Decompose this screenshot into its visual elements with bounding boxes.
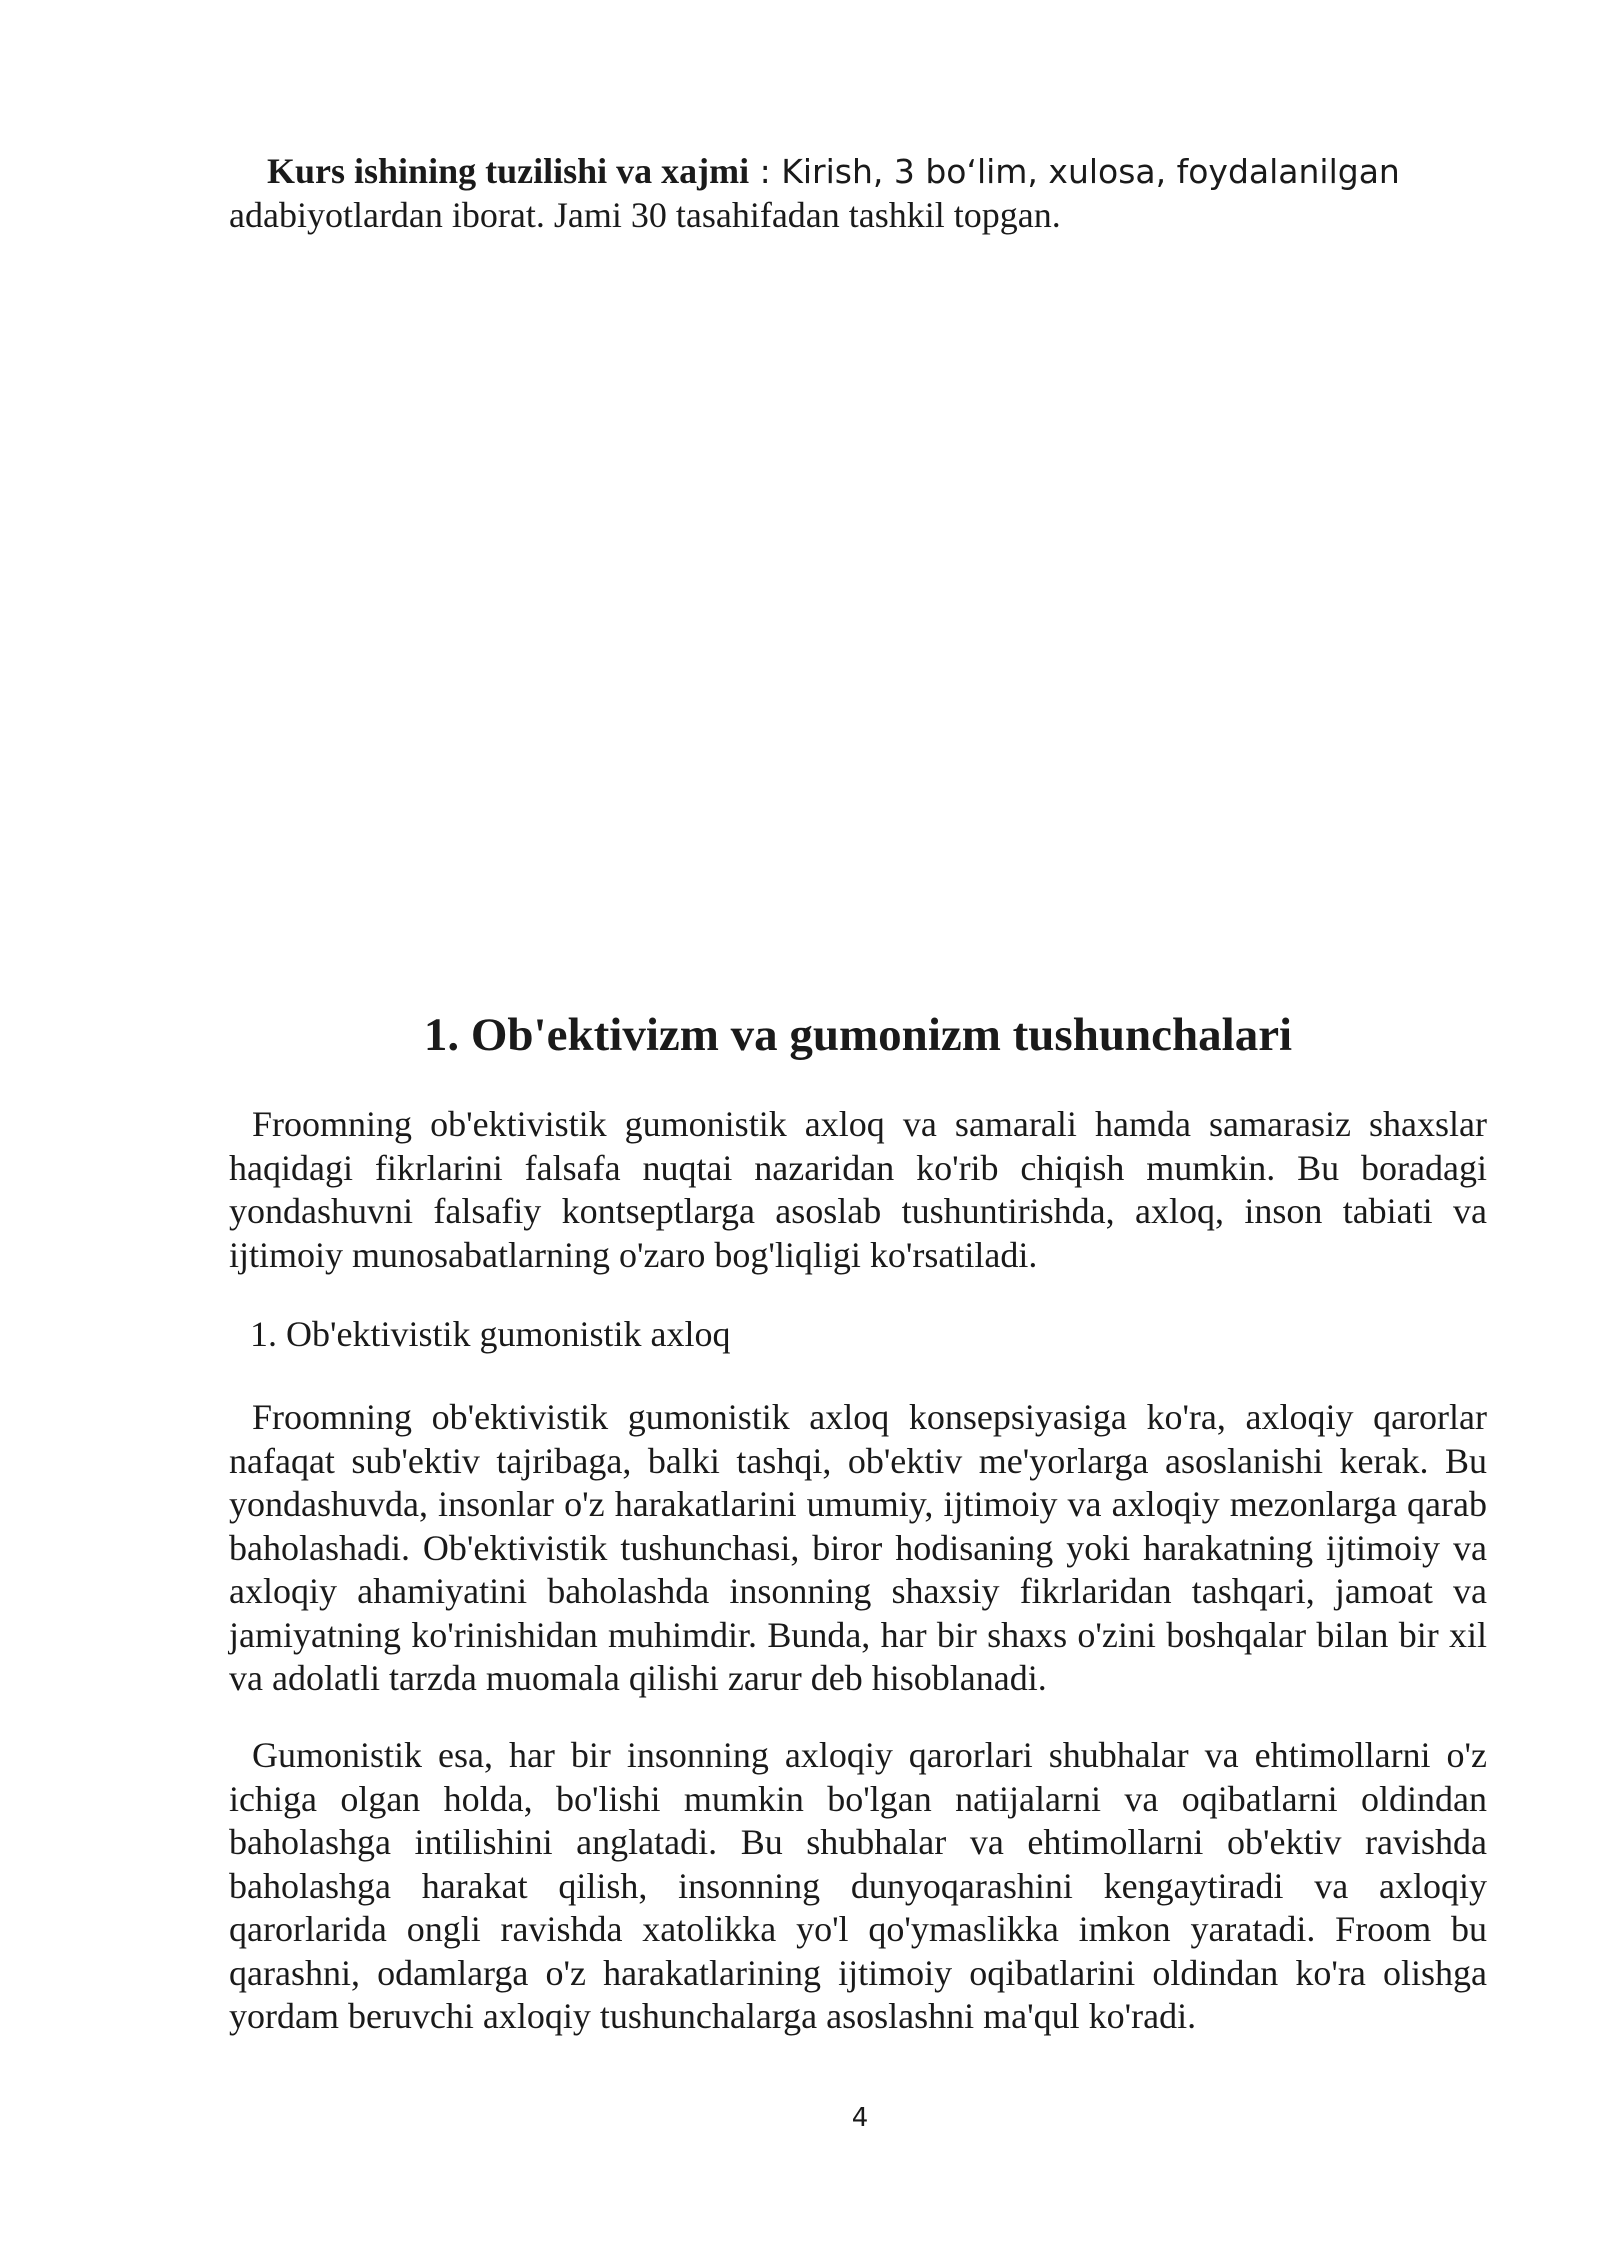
intro-paragraph [229,150,1487,237]
intro-tail: adabiyotlardan iborat. Jami 30 tasahifadan tashkil topgan. [229,194,1061,235]
section-heading: 1. Ob'ektivizm va gumonizm tushunchalari [423,1009,1293,1061]
page-number: 4 [851,2103,869,2133]
intro-rest: : Kirish, 3 bo‘lim, xulosa, foydalanilgan [749,152,1400,191]
intro-lead: Kurs ishining tuzilishi va xajmi [267,151,750,191]
paragraph-1: Froomning ob'ektivistik gumonistik axloq va samarali hamda samarasiz shaxslar haqidagi fikrlarini falsafa nuqtai nazaridan ko'rib chiqish mumkin. Bu boradagi yondashuvni falsafiy kontseptlarga asoslab tushuntirishda, axloq, inson tabiati va ijtimoiy munosabatlarning o'zaro bog'liqligi ko'rsatiladi. [229,1104,1487,1275]
paragraph-2: Froomning ob'ektivistik gumonistik axloq konsepsiyasiga ko'ra, axloqiy qarorlar nafaqat sub'ektiv tajribaga, balki tashqi, ob'ektiv me'yorlarga asoslanishi kerak. Bu yondashuvda, insonlar o'z harakatlarini umumiy, ijtimoiy va axloqiy mezonlarga qarab baholashadi. Ob'ektivistik tushunchasi, biror hodisaning yoki harakatning ijtimoiy va axloqiy ahamiyatini baholashda insonning shaxsiy fikrlaridan tashqari, jamoat va jamiyatning ko'rinishidan muhimdir. Bunda, har bir shaxs o'zini boshqalar bilan bir xil va adolatli tarzda muomala qilishi zarur deb hisoblanadi. [229,1397,1487,1698]
paragraph-3: Gumonistik esa, har bir insonning axloqiy qarorlari shubhalar va ehtimollarni o'z ichiga olgan holda, bo'lishi mumkin bo'lgan natijalarni va oqibatlarni oldindan baholashga intilishini anglatadi. Bu shubhalar va ehtimollarni ob'ektiv ravishda baholashga harakat qilish, insonning dunyoqarashini kengaytiradi va axloqiy qarorlarida ongli ravishda xatolikka yo'l qo'ymaslikka imkon yaratadi. Froom bu qarashni, odamlarga o'z harakatlarining ijtimoiy oqibatlarini oldindan ko'ra olishga yordam beruvchi axloqiy tushunchalarga asoslashni ma'qul ko'radi. [229,1735,1487,2036]
subheading: 1. Ob'ektivistik gumonistik axloq [250,1314,731,1354]
